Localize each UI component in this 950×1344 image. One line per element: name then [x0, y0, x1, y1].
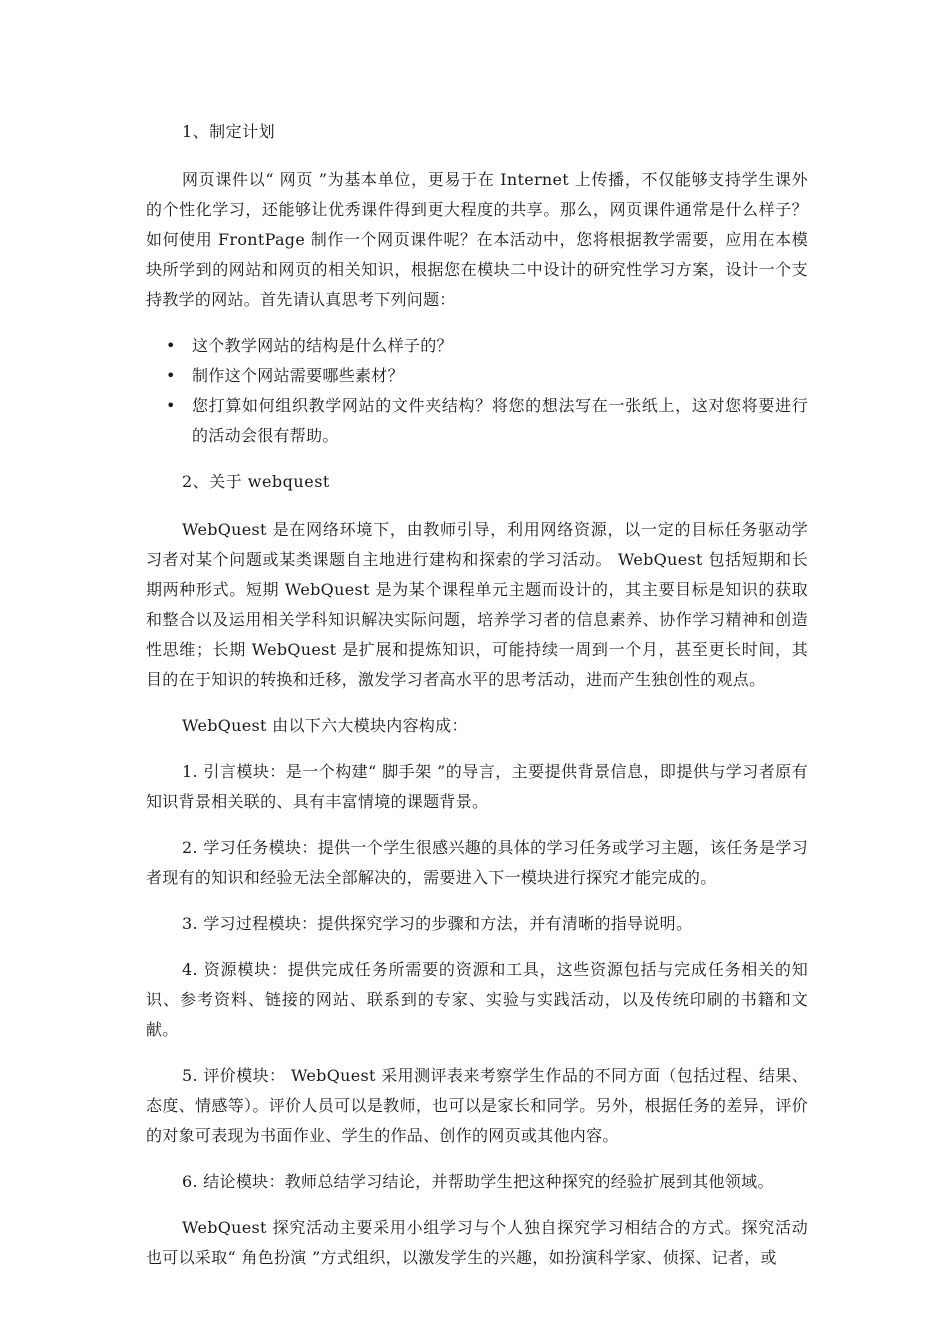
bullet-icon: • — [166, 336, 176, 355]
bullet-icon: • — [166, 396, 176, 415]
module-conclusion-paragraph: 6. 结论模块：教师总结学习结论，并帮助学生把这种探究的经验扩展到其他领域。 — [182, 1172, 774, 1191]
list-item — [146, 391, 808, 451]
module-process-paragraph: 3. 学习过程模块：提供探究学习的步骤和方法，并有清晰的指导说明。 — [182, 914, 693, 933]
list-item — [146, 331, 808, 361]
module-resources-paragraph: 4. 资源模块：提供完成任务所需要的资源和工具，这些资源包括与完成任务相关的知识、参考资料、链接的网站、联系到的专家、实验与实践活动，以及传统印刷的书籍和文献。 — [146, 960, 808, 1039]
question-list — [146, 331, 808, 451]
intro-paragraph: 网页课件以“ 网页 ”为基本单位，更易于在 Internet 上传播，不仅能够支持学生课外的个性化学习，还能够让优秀课件得到更大程度的共享。那么，网页课件通常是什么样子？如何使用 FrontPage 制作一个网页课件呢？在本活动中，您将根据教学需要，应用在本模块所学到的网站和网页的相关知识，根据您在模块二中设计的研究性学习方案，设计一个支持教学的网站。首先请认真思考下列问题： — [146, 170, 808, 309]
list-item-text: 您打算如何组织教学网站的文件夹结构？将您的想法写在一张纸上，这对您将要进行的活动会很有帮助。 — [192, 396, 808, 445]
module-introduction-paragraph: 1. 引言模块：是一个构建“ 脚手架 ”的导言，主要提供背景信息，即提供与学习者原有知识背景相关联的、具有丰富情境的课题背景。 — [146, 762, 808, 811]
list-item — [146, 361, 808, 391]
section-heading-webquest: 2、关于 webquest — [182, 472, 330, 491]
list-item-text: 这个教学网站的结构是什么样子的？ — [192, 336, 453, 355]
bullet-icon: • — [166, 366, 176, 385]
document-page — [146, 117, 808, 1289]
section-heading-plan: 1、制定计划 — [182, 122, 276, 141]
activity-organization-paragraph: WebQuest 探究活动主要采用小组学习与个人独自探究学习相结合的方式。探究活动也可以采取“ 角色扮演 ”方式组织，以激发学生的兴趣，如扮演科学家、侦探、记者，或 — [146, 1218, 808, 1267]
webquest-definition-paragraph: WebQuest 是在网络环境下，由教师引导，利用网络资源，以一定的目标任务驱动学习者对某个问题或某类课题自主地进行建构和探索的学习活动。 WebQuest 包括短期和长期两种形式。短期 WebQuest 是为某个课程单元主题而设计的，其主要目标是知识的获取和整合以及运用相关学科知识解决实际问题，培养学习者的信息素养、协作学习精神和创造性思维；长期 WebQuest 是扩展和提炼知识，可能持续一周到一个月，甚至更长时间，其目的在于知识的转换和迁移，激发学习者高水平的思考活动，进而产生独创性的观点。 — [146, 520, 808, 689]
module-task-paragraph: 2. 学习任务模块：提供一个学生很感兴趣的具体的学习任务或学习主题，该任务是学习者现有的知识和经验无法全部解决的，需要进入下一模块进行探究才能完成的。 — [146, 838, 808, 887]
modules-intro-paragraph: WebQuest 由以下六大模块内容构成： — [182, 716, 468, 735]
list-item-text: 制作这个网站需要哪些素材？ — [192, 366, 404, 385]
module-evaluation-paragraph: 5. 评价模块： WebQuest 采用测评表来考察学生作品的不同方面（包括过程、结果、态度、情感等）。评价人员可以是教师，也可以是家长和同学。另外，根据任务的差异，评价的对象可表现为书面作业、学生的作品、创作的网页或其他内容。 — [146, 1066, 808, 1145]
